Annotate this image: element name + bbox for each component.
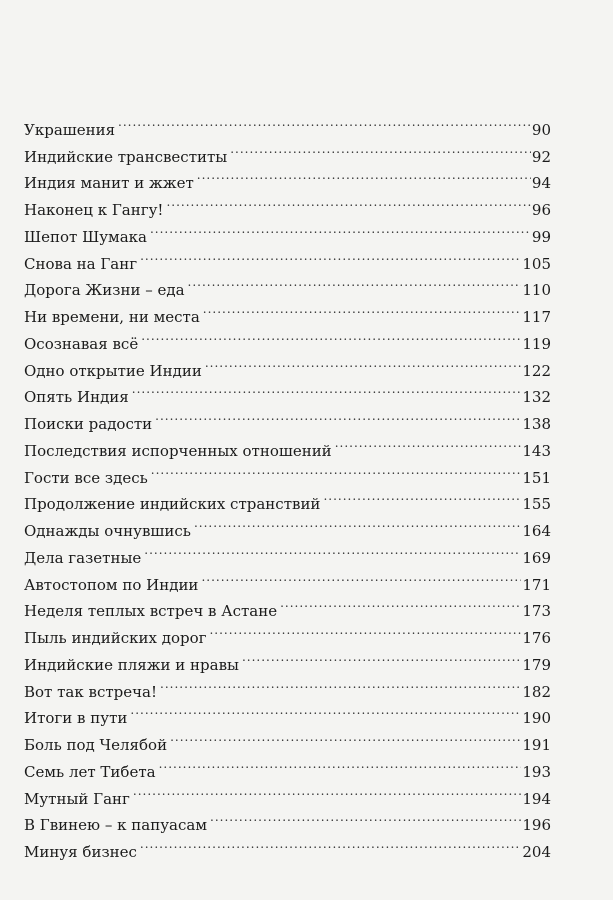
- toc-entry-page-number: 169: [522, 548, 551, 567]
- toc-entry-title: В Гвинею – к папуасам: [24, 816, 207, 835]
- toc-entry-title: Боль под Челябой: [24, 736, 168, 754]
- toc-entry-page-number: 96: [531, 201, 551, 219]
- table-of-contents: [24, 108, 551, 861]
- toc-entry-page-number: 138: [522, 415, 551, 433]
- toc-entry-page-number: 204: [522, 843, 551, 861]
- toc-entry-page-number: 143: [522, 441, 551, 460]
- toc-entry-page-number: 194: [522, 789, 551, 808]
- toc-dot-leader: [335, 429, 522, 456]
- toc-dot-leader: [133, 777, 521, 804]
- toc-dot-leader: [201, 563, 521, 590]
- toc-entry-title: Одно открытие Индии: [24, 361, 202, 380]
- toc-entry-title: Пыль индийских дорог: [24, 629, 207, 647]
- toc-dot-leader: [205, 349, 522, 376]
- toc-entry-title: Поиски радости: [24, 415, 153, 433]
- toc-entry-title: Шепот Шумака: [24, 227, 147, 246]
- toc-entry-page-number: 171: [522, 575, 551, 594]
- toc-entry-page-number: 196: [522, 816, 551, 835]
- toc-dot-leader: [144, 536, 521, 563]
- toc-entry-title: Наконец к Гангу!: [24, 201, 164, 219]
- toc-entry-page-number: 105: [522, 254, 551, 273]
- toc-entry-page-number: 179: [522, 655, 551, 674]
- toc-entry-page-number: 176: [522, 629, 551, 647]
- toc-entry-page-number: 193: [522, 762, 551, 781]
- toc-entry-title: Снова на Ганг: [24, 254, 138, 273]
- toc-entry-title: Индия манит и жжет: [24, 174, 194, 193]
- toc-dot-leader: [197, 162, 531, 189]
- toc-entry-title: Однажды очнувшись: [24, 522, 191, 540]
- toc-entry-title: Осознавая всё: [24, 334, 139, 353]
- toc-dot-leader: [151, 456, 522, 483]
- toc-entry-title: Мутный Ганг: [24, 789, 130, 808]
- toc-dot-leader: [159, 750, 522, 777]
- toc-entry-page-number: 173: [522, 602, 551, 621]
- toc-entry-page-number: 94: [531, 174, 551, 193]
- toc-dot-leader: [188, 269, 522, 296]
- toc-entry-page-number: 191: [522, 736, 551, 754]
- toc-entry-page-number: 92: [531, 147, 551, 166]
- toc-entry-page-number: 122: [522, 361, 551, 380]
- toc-entry-page-number: 90: [531, 120, 551, 139]
- toc-entry-title: Украшения: [24, 120, 116, 139]
- toc-dot-leader: [160, 670, 521, 697]
- toc-dot-leader: [140, 242, 521, 269]
- toc-dot-leader: [209, 616, 521, 643]
- toc-dot-leader: [323, 483, 521, 510]
- toc-entry-title: Минуя бизнес: [24, 843, 137, 861]
- toc-entry-page-number: 99: [531, 227, 551, 246]
- toc-entry-page-number: 110: [522, 281, 551, 300]
- toc-entry-title: Индийские пляжи и нравы: [24, 655, 239, 674]
- toc-dot-leader: [141, 322, 521, 349]
- toc-entry-title: Семь лет Тибета: [24, 762, 156, 781]
- toc-entry-title: Дела газетные: [24, 548, 142, 567]
- toc-dot-leader: [210, 804, 521, 831]
- toc-entry-page-number: 151: [522, 468, 551, 487]
- toc-entry-title: Ни времени, ни места: [24, 308, 200, 326]
- toc-dot-leader: [132, 376, 522, 403]
- toc-entry: [24, 108, 551, 139]
- toc-dot-leader: [194, 509, 521, 536]
- toc-entry-title: Вот так встреча!: [24, 682, 158, 701]
- toc-entry-page-number: 182: [522, 682, 551, 701]
- toc-dot-leader: [230, 135, 531, 162]
- toc-dot-leader: [140, 830, 521, 857]
- toc-entry-page-number: 132: [522, 388, 551, 407]
- toc-entry-title: Неделя теплых встреч в Астане: [24, 602, 278, 621]
- toc-entry-title: Гости все здесь: [24, 468, 148, 487]
- toc-dot-leader: [118, 108, 531, 135]
- toc-dot-leader: [242, 643, 521, 670]
- toc-dot-leader: [155, 402, 521, 429]
- toc-dot-leader: [130, 697, 521, 724]
- toc-entry-page-number: 155: [522, 495, 551, 514]
- toc-entry-page-number: 190: [522, 709, 551, 728]
- toc-dot-leader: [150, 215, 531, 242]
- toc-dot-leader: [166, 188, 530, 215]
- toc-entry-title: Дорога Жизни – еда: [24, 281, 185, 300]
- toc-dot-leader: [170, 723, 521, 750]
- toc-dot-leader: [203, 295, 522, 322]
- toc-entry-title: Продолжение индийских странствий: [24, 495, 321, 514]
- toc-entry-title: Последствия испорченных отношений: [24, 441, 332, 460]
- toc-entry-page-number: 119: [522, 334, 551, 353]
- toc-entry-page-number: 164: [522, 522, 551, 540]
- toc-dot-leader: [280, 590, 521, 617]
- toc-entry-page-number: 117: [522, 308, 551, 326]
- toc-entry-title: Итоги в пути: [24, 709, 128, 728]
- toc-entry-title: Индийские трансвеститы: [24, 147, 228, 166]
- toc-entry-title: Автостопом по Индии: [24, 575, 199, 594]
- toc-entry-title: Опять Индия: [24, 388, 129, 407]
